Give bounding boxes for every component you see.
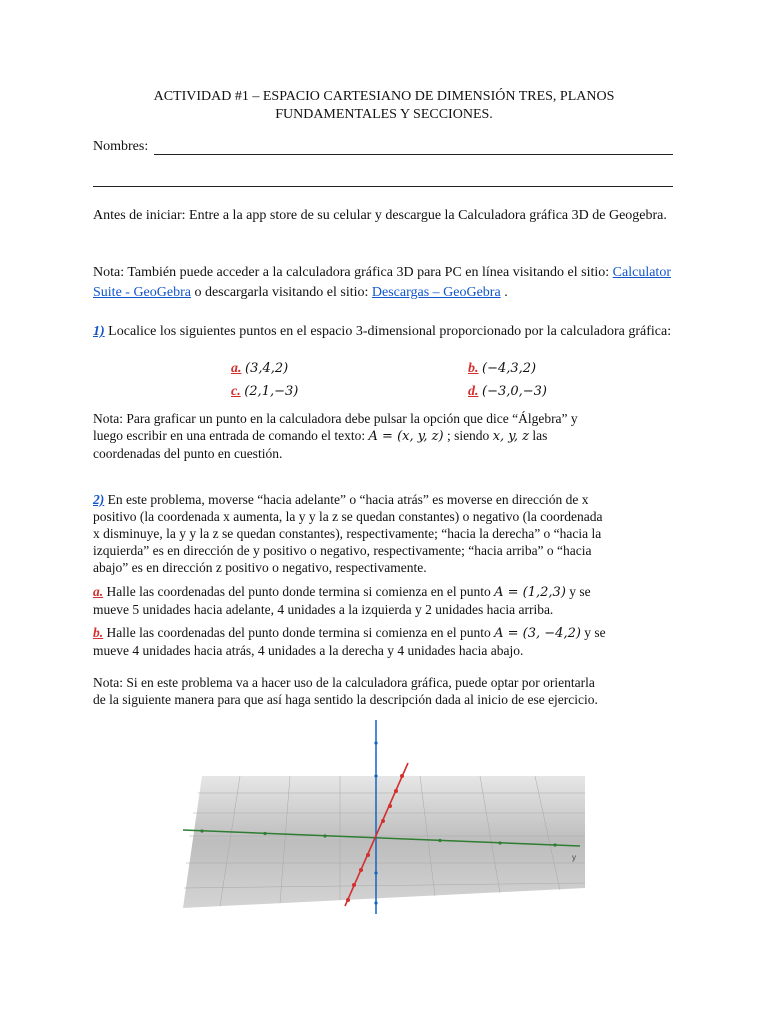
point-a: a. (3,4,2) bbox=[231, 361, 289, 376]
xy-plane bbox=[183, 776, 585, 908]
names-underline bbox=[154, 154, 673, 155]
problem-2b: b. Halle las coordenadas del punto donde termina si comienza en el punto A = (3, −4,2) y se mueve 4 unidades hacia atrás, 4 unidades a la derecha y 4 unidades hacia abajo. bbox=[93, 625, 606, 658]
problem-1-number: 1) bbox=[93, 324, 105, 339]
intro-paragraph: Antes de iniciar: Entre a la app store de su celular y descargue la Calculadora gráfica 3D de Geogebra. bbox=[93, 208, 667, 223]
nota-online-paragraph: Nota: También puede acceder a la calculadora gráfica 3D para PC en línea visitando el sitio: Calculator Suite - GeoGebra o descargarla visitando el sitio: Descargas – GeoGebra . bbox=[93, 265, 671, 300]
problem-2-number: 2) bbox=[93, 492, 105, 507]
point-c: c. (2,1,−3) bbox=[231, 384, 299, 399]
point-b: b. (−4,3,2) bbox=[468, 361, 537, 376]
problem-1-text: Localice los siguientes puntos en el espacio 3-dimensional proporcionado por la calculadora gráfica: bbox=[108, 324, 672, 339]
problem-1-statement bbox=[93, 322, 678, 342]
names-field bbox=[93, 139, 673, 155]
nota-orientation: Nota: Si en este problema va a hacer uso de la calculadora gráfica, puede optar por orientarla de la siguiente manera para que así haga sentido la descripción dada al inicio de ese ejercicio. bbox=[93, 675, 598, 707]
problem-2b-label: b. bbox=[93, 625, 104, 640]
names-underline-2 bbox=[93, 186, 673, 187]
nota1-text: Nota: También puede acceder a la calculadora gráfica 3D para PC en línea visitando el sitio: bbox=[93, 265, 610, 280]
problem-2-statement: 2) En este problema, moverse “hacia adelante” o “hacia atrás” es moverse en dirección de x positivo (la coordenada x aumenta, la y y la z se quedan constantes) o negativo (la coordenada x disminuye, la y y la z se quedan constantes), respectivamente; “hacia la derecha” o “hacia la izquierda” es en dirección de y positivo o negativo, respectivamente; “hacia arriba” o “hacia abajo” es en dirección z positivo o negativo, respectivamente. bbox=[93, 492, 603, 575]
nota1-middle: o descargarla visitando el sitio: bbox=[194, 285, 369, 300]
names-label: Nombres: bbox=[93, 139, 149, 154]
calculator-suite-link[interactable]: Calculator Suite - GeoGebra bbox=[93, 265, 671, 300]
descargas-link[interactable]: Descargas – GeoGebra bbox=[371, 285, 501, 300]
title-line-1: ACTIVIDAD #1 – ESPACIO CARTESIANO DE DIMENSIÓN TRES, PLANOS bbox=[153, 89, 615, 104]
page-title bbox=[95, 88, 673, 124]
point-d: d. (−3,0,−3) bbox=[468, 384, 548, 399]
title-line-2: FUNDAMENTALES Y SECCIONES. bbox=[275, 107, 493, 122]
problem-1-note: Nota: Para graficar un punto en la calculadora debe pulsar la opción que dice “Álgebra” y luego escribir en una entrada de comando el texto: A = (x, y, z) ; siendo x, y, z las coordenadas del punto en cuestión. bbox=[93, 411, 578, 461]
axis-label-y: y bbox=[572, 853, 576, 862]
geogebra-3d-graph bbox=[180, 718, 590, 918]
problem-2a: a. Halle las coordenadas del punto donde termina si comienza en el punto A = (1,2,3) y se mueve 5 unidades hacia adelante, 4 unidades a la izquierda y 2 unidades hacia arriba. bbox=[93, 584, 591, 617]
problem-2a-label: a. bbox=[93, 584, 104, 599]
